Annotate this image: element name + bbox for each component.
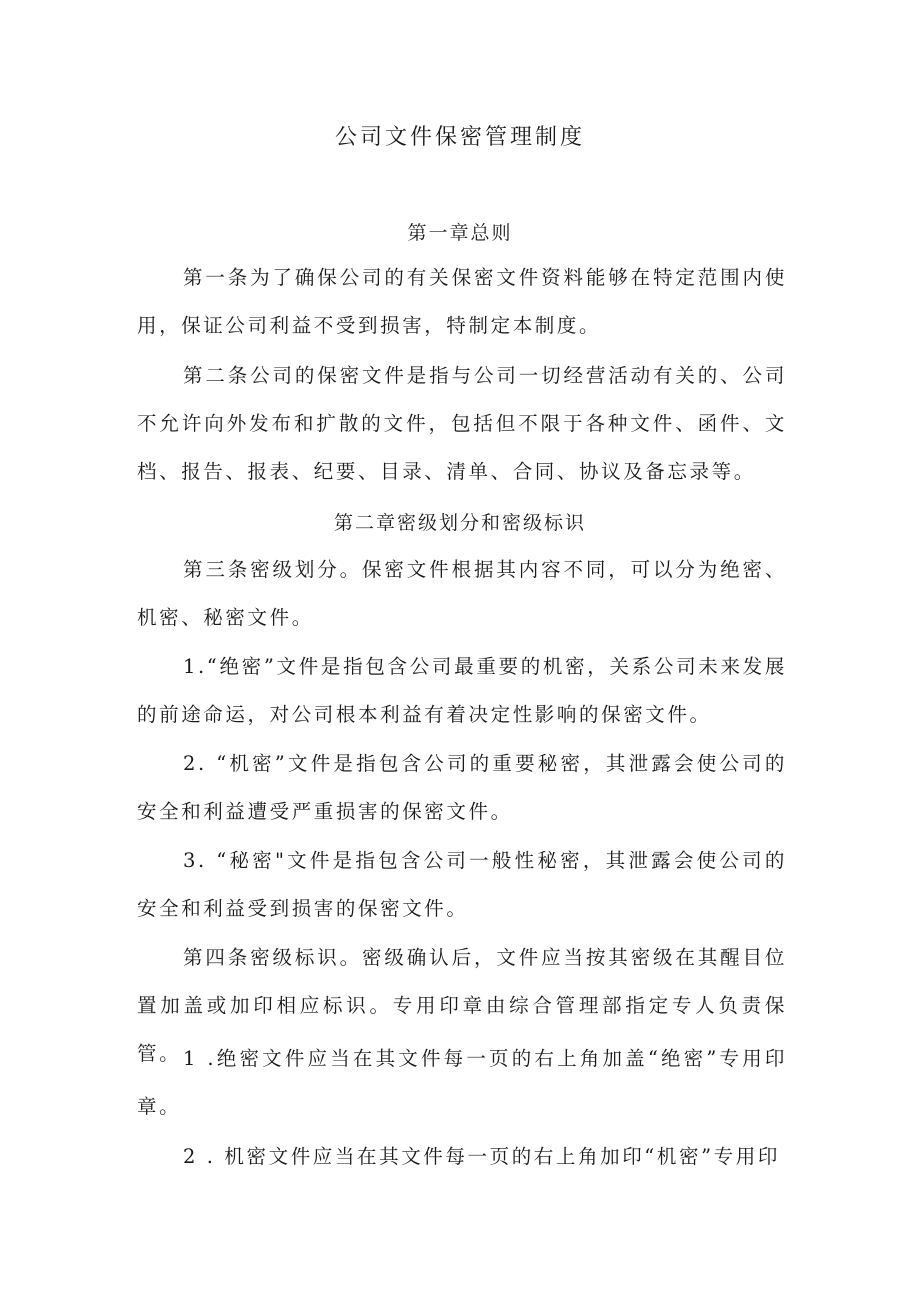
article-4-paragraph: 第四条密级标识。密级确认后，文件应当按其密级在其醒目位置加盖或加印相应标识。专用印章由综合管理部指定专人负责保管。 [137,946,787,1065]
article-2-paragraph: 第二条公司的保密文件是指与公司一切经营活动有关的、公司不允许向外发布和扩散的文件，包括但不限于各种文件、函件、文档、报告、报表、纪要、目录、清单、合同、协议及备忘录等。 [137,364,787,483]
article-3-item-3: 3. “秘密"文件是指包含公司一般性秘密，其泄露会使公司的安全和利益受到损害的保密文件。 [137,849,787,920]
article-4-item-2: 2 . 机密文件应当在其文件每一页的右上角加印“机密”专用印 [183,1145,780,1168]
article-3-item-1: 1.“绝密”文件是指包含公司最重要的机密，关系公司未来发展的前途命运，对公司根本利益有着决定性影响的保密文件。 [137,655,787,726]
article-1-paragraph: 第一条为了确保公司的有关保密文件资料能够在特定范围内使用，保证公司利益不受到损害，特制定本制度。 [137,266,787,337]
article-3-paragraph: 第三条密级划分。保密文件根据其内容不同，可以分为绝密、机密、秘密文件。 [137,558,787,629]
article-4-item-1: 1 .绝密文件应当在其文件每一页的右上角加盖“绝密”专用印章。 [137,1047,787,1118]
chapter-1-heading: 第一章总则 [407,222,513,244]
chapter-2-heading: 第二章密级划分和密级标识 [333,512,586,534]
article-3-item-2: 2. “机密”文件是指包含公司的重要秘密，其泄露会使公司的安全和利益遭受严重损害的保密文件。 [137,752,787,823]
document-title: 公司文件保密管理制度 [334,125,585,150]
